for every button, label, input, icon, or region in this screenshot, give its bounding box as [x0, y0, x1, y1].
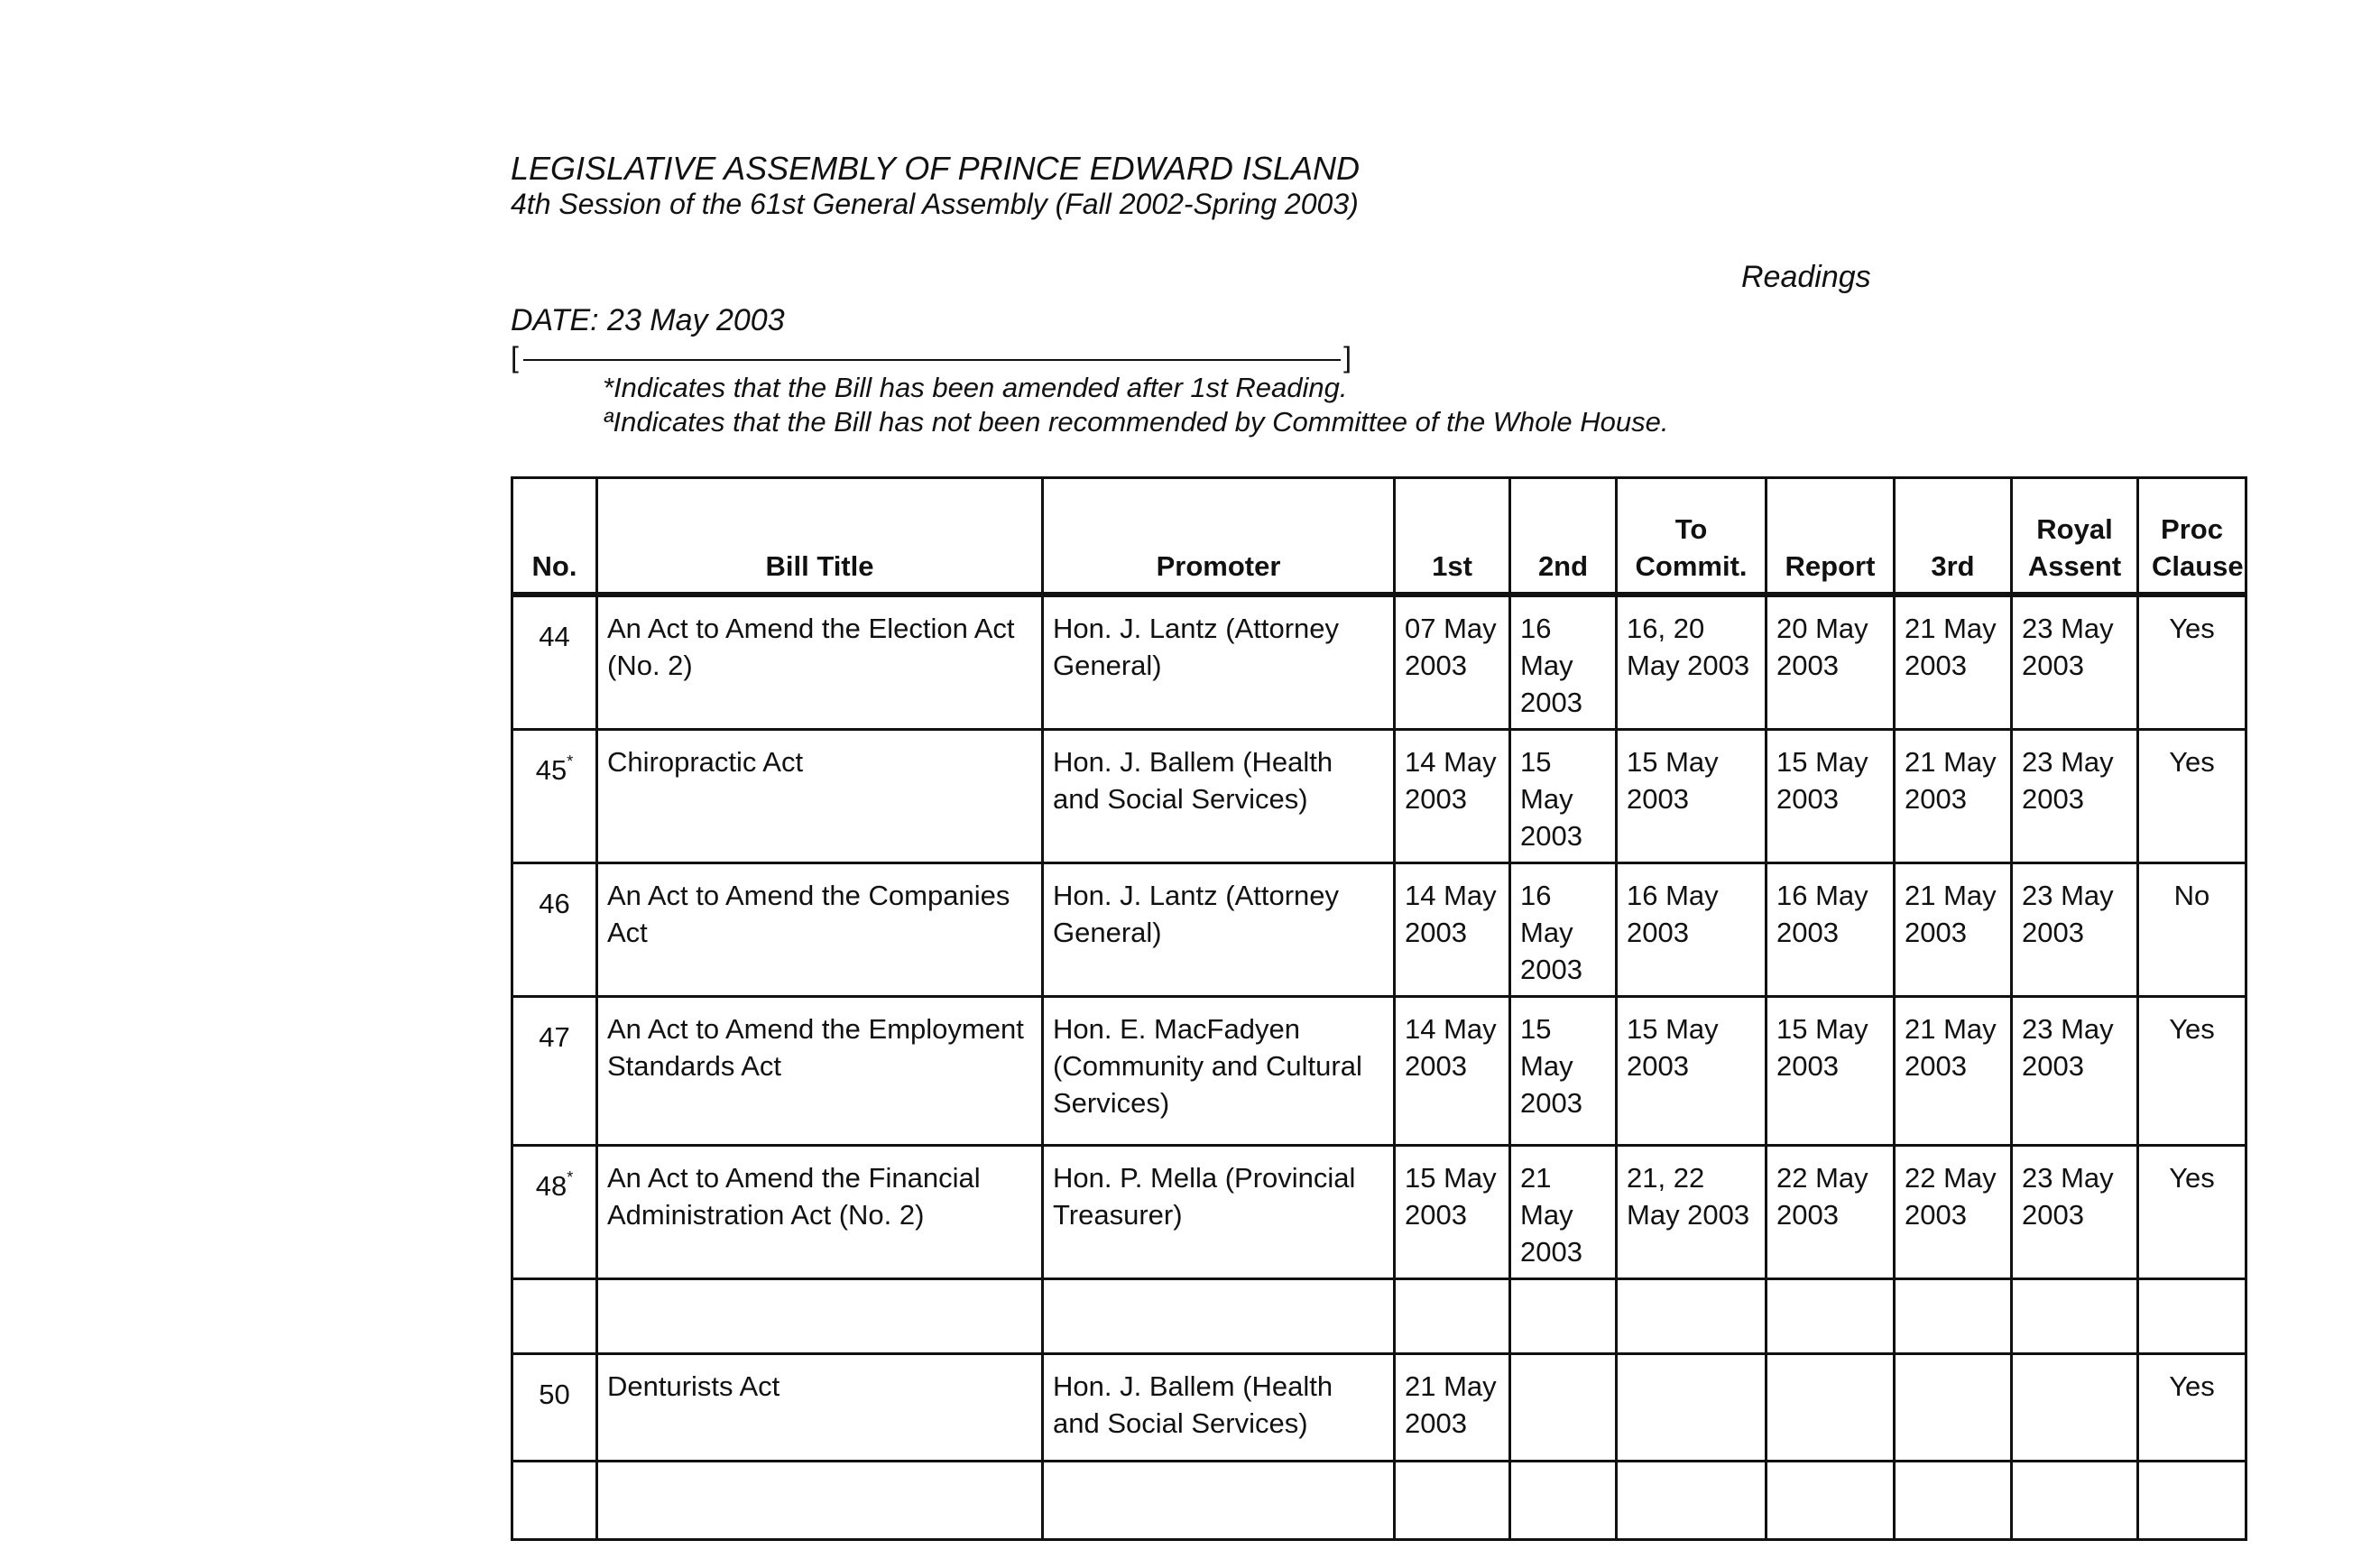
note-not-recommended: ªIndicates that the Bill has not been recommended by Committee of the Whole House. — [603, 406, 1669, 438]
note-amended: *Indicates that the Bill has been amended after 1st Reading. — [603, 372, 1348, 403]
cell-third — [1895, 1279, 2012, 1354]
cell-promoter: Hon. J. Lantz (Attorney General) — [1043, 863, 1395, 997]
cell-first: 21 May 2003 — [1395, 1354, 1510, 1462]
cell-report — [1767, 1279, 1895, 1354]
cell-bill-title: Chiropractic Act — [597, 730, 1043, 863]
cell-bill-title: An Act to Amend the Companies Act — [597, 863, 1043, 997]
cell-promoter: Hon. E. MacFadyen (Community and Cultural Services) — [1043, 997, 1395, 1146]
cell-first: 14 May 2003 — [1395, 997, 1510, 1146]
cell-report: 22 May 2003 — [1767, 1146, 1895, 1279]
table-row — [512, 1146, 2246, 1279]
cell-no: 48* — [512, 1146, 597, 1279]
cell-proc-clause: Yes — [2138, 997, 2246, 1146]
cell-proc-clause: Yes — [2138, 1146, 2246, 1279]
cell-bill-title — [597, 1462, 1043, 1540]
cell-second — [1510, 1462, 1617, 1540]
cell-proc-clause: Yes — [2138, 730, 2246, 863]
cell-proc-clause: Yes — [2138, 1354, 2246, 1462]
cell-no: 50 — [512, 1354, 597, 1462]
cell-first: 14 May 2003 — [1395, 730, 1510, 863]
cell-royal-assent: 23 May 2003 — [2012, 730, 2138, 863]
cell-to-commit — [1617, 1279, 1767, 1354]
header-proc-clause: Proc Clause — [2138, 478, 2246, 595]
cell-second: 15 May 2003 — [1510, 997, 1617, 1146]
cell-bill-title: An Act to Amend the Election Act (No. 2) — [597, 595, 1043, 730]
cell-first — [1395, 1279, 1510, 1354]
cell-proc-clause: No — [2138, 863, 2246, 997]
cell-second: 21 May 2003 — [1510, 1146, 1617, 1279]
cell-to-commit — [1617, 1462, 1767, 1540]
cell-report: 16 May 2003 — [1767, 863, 1895, 997]
bills-table — [511, 476, 2247, 1541]
cell-second — [1510, 1354, 1617, 1462]
document-title: LEGISLATIVE ASSEMBLY OF PRINCE EDWARD ISLAND — [511, 150, 1360, 187]
cell-proc-clause: Yes — [2138, 595, 2246, 730]
cell-report: 20 May 2003 — [1767, 595, 1895, 730]
cell-to-commit: 15 May 2003 — [1617, 997, 1767, 1146]
header-bill-title: Bill Title — [597, 478, 1043, 595]
cell-proc-clause — [2138, 1279, 2246, 1354]
cell-first — [1395, 1462, 1510, 1540]
cell-first: 14 May 2003 — [1395, 863, 1510, 997]
cell-promoter: Hon. J. Ballem (Health and Social Services) — [1043, 1354, 1395, 1462]
cell-third — [1895, 1354, 2012, 1462]
cell-royal-assent: 23 May 2003 — [2012, 997, 2138, 1146]
cell-to-commit: 16 May 2003 — [1617, 863, 1767, 997]
cell-royal-assent — [2012, 1279, 2138, 1354]
table-row-empty — [512, 1462, 2246, 1540]
table-row — [512, 1354, 2246, 1462]
cell-royal-assent — [2012, 1354, 2138, 1462]
cell-third: 21 May 2003 — [1895, 730, 2012, 863]
cell-bill-title: An Act to Amend the Financial Administration Act (No. 2) — [597, 1146, 1043, 1279]
cell-bill-title: Denturists Act — [597, 1354, 1043, 1462]
cell-first: 15 May 2003 — [1395, 1146, 1510, 1279]
cell-bill-title — [597, 1279, 1043, 1354]
cell-second: 16 May 2003 — [1510, 595, 1617, 730]
cell-report — [1767, 1354, 1895, 1462]
header-to-commit: To Commit. — [1617, 478, 1767, 595]
table-header-row — [512, 478, 2246, 595]
table-row — [512, 863, 2246, 997]
header-royal-assent: Royal Assent — [2012, 478, 2138, 595]
cell-royal-assent: 23 May 2003 — [2012, 595, 2138, 730]
cell-royal-assent — [2012, 1462, 2138, 1540]
header-report: Report — [1767, 478, 1895, 595]
header-third: 3rd — [1895, 478, 2012, 595]
cell-report: 15 May 2003 — [1767, 730, 1895, 863]
cell-report — [1767, 1462, 1895, 1540]
cell-second — [1510, 1279, 1617, 1354]
cell-first: 07 May 2003 — [1395, 595, 1510, 730]
cell-promoter — [1043, 1279, 1395, 1354]
cell-third: 22 May 2003 — [1895, 1146, 2012, 1279]
cell-no: 46 — [512, 863, 597, 997]
table-row — [512, 997, 2246, 1146]
cell-promoter: Hon. J. Ballem (Health and Social Services) — [1043, 730, 1395, 863]
cell-promoter — [1043, 1462, 1395, 1540]
date-label: DATE: 23 May 2003 — [511, 303, 785, 337]
cell-to-commit: 21, 22 May 2003 — [1617, 1146, 1767, 1279]
header-promoter: Promoter — [1043, 478, 1395, 595]
readings-label: Readings — [1741, 260, 1871, 294]
cell-promoter: Hon. J. Lantz (Attorney General) — [1043, 595, 1395, 730]
table-row — [512, 730, 2246, 863]
header-second: 2nd — [1510, 478, 1617, 595]
cell-proc-clause — [2138, 1462, 2246, 1540]
cell-no — [512, 1279, 597, 1354]
cell-bill-title: An Act to Amend the Employment Standards Act — [597, 997, 1043, 1146]
table-row — [512, 595, 2246, 730]
header-first: 1st — [1395, 478, 1510, 595]
cell-second: 16 May 2003 — [1510, 863, 1617, 997]
cell-to-commit — [1617, 1354, 1767, 1462]
cell-third: 21 May 2003 — [1895, 863, 2012, 997]
cell-third: 21 May 2003 — [1895, 997, 2012, 1146]
cell-royal-assent: 23 May 2003 — [2012, 863, 2138, 997]
document-subtitle: 4th Session of the 61st General Assembly (Fall 2002-Spring 2003) — [511, 188, 1359, 220]
cell-royal-assent: 23 May 2003 — [2012, 1146, 2138, 1279]
table-row-empty — [512, 1279, 2246, 1354]
cell-no — [512, 1462, 597, 1540]
cell-to-commit: 16, 20 May 2003 — [1617, 595, 1767, 730]
cell-second: 15 May 2003 — [1510, 730, 1617, 863]
cell-to-commit: 15 May 2003 — [1617, 730, 1767, 863]
cell-no: 47 — [512, 997, 597, 1146]
blank-bracket-line: [ ] — [511, 341, 1351, 374]
header-no: No. — [512, 478, 597, 595]
cell-promoter: Hon. P. Mella (Provincial Treasurer) — [1043, 1146, 1395, 1279]
cell-report: 15 May 2003 — [1767, 997, 1895, 1146]
cell-no: 45* — [512, 730, 597, 863]
cell-no: 44 — [512, 595, 597, 730]
cell-third — [1895, 1462, 2012, 1540]
cell-third: 21 May 2003 — [1895, 595, 2012, 730]
